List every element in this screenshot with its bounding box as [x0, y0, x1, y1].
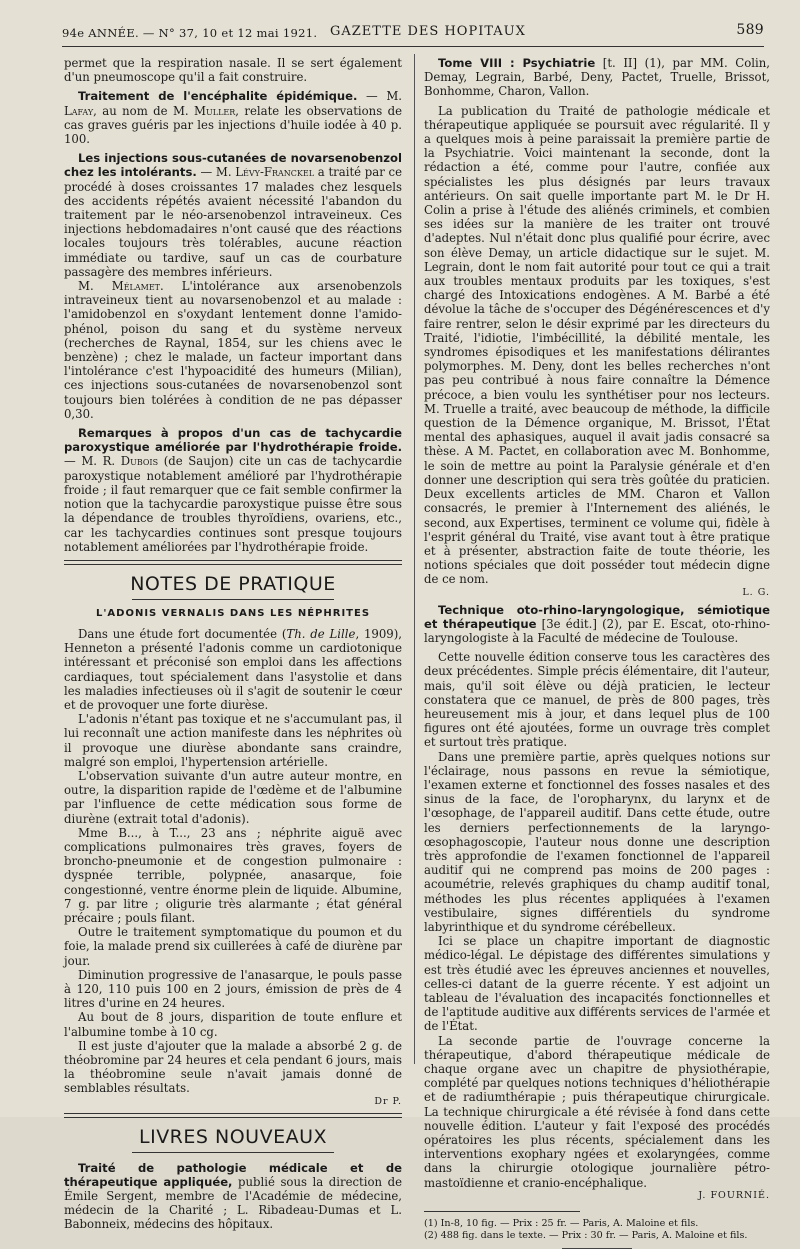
page-header — [62, 22, 764, 44]
adonis-paragraph: Il est juste d'ajouter que la malade a absorbé 2 g. de théobromine par 24 heures et cela pendant 6 jours, mais la théobromine seule n'avait jamais donné de semblables résultats. — [64, 1038, 402, 1096]
footnote-rule — [424, 1211, 580, 1212]
traite-paragraph: Traité de pathologie médicale et de thérapeutique appliquée, publié sous la direction de Émile Sergent, membre de l'Académie de médecine, médecin de la Charité ; L. Ribadeau-Dumas et L. Babonneix, médecins des hôpitaux. — [64, 1160, 402, 1232]
orl-paragraph: Technique oto-rhino-laryngologique, sémiotique et thérapeutique [3e édit.] (2), par E. Escat, oto-rhino-laryngologiste à la Faculté de médecine de Toulouse. — [424, 602, 770, 645]
encephalite-paragraph: Traitement de l'encéphalite épidémique. — M. Lafay, au nom de M. Muller, relate les observations de cas graves guéris par les injections d'huile iodée à 40 p. 100. — [64, 89, 403, 147]
orl-title: Technique oto-rhino-laryngologique, sémiotique et thérapeutique — [424, 602, 770, 631]
adonis-paragraph: L'observation suivante d'un autre auteur montre, en outre, la disparition rapide de l'œdème et de l'albumine par l'influence de cette médication sous forme de diurène (extrait total d'adonis). — [64, 768, 402, 826]
intro-paragraph: permet que la respiration nasale. Il se sert également d'un pneumoscope qu'il a fait construire. — [64, 56, 402, 85]
adonis-paragraph: Dans une étude fort documentée (Th. de Lille, 1909), Henneton a présenté l'adonis comme un cardiotonique intéressant et préconisé son emploi dans les affections cardiaques, tout spécialement dans l'asystolie et dans les maladies infectieuses où il s'agit de soutenir le cœur et de provoquer une forte diurèse. — [64, 626, 403, 712]
column-divider — [414, 54, 415, 1064]
melamet-paragraph: M. Mélamet. L'intolérance aux arsenobenzols intraveineux tient au novarsenobenzol et au malade : l'amidobenzol en s'oxydant lentement donne l'amido-phénol, poison du sang et du système nerveux (recherches de Raynal, 1854, sur les chiens avec le benzène) ; chez le malade, un facteur important dans l'intolérance c'est l'hypoacidité des humeurs (Milian), ces injections sous-cutanées de novarsenobenzol sont toujours bien tolérées à condition de ne pas dépasser 0,30. — [64, 279, 402, 421]
encephalite-title: Traitement de l'encéphalite épidémique. — [78, 89, 358, 104]
livres-section-title: LIVRES NOUVEAUX — [139, 1125, 327, 1148]
tome-title: Tome VIII : Psychiatrie — [438, 56, 596, 70]
section-rule — [64, 560, 402, 565]
review-paragraph: Cette nouvelle édition conserve tous les caractères des deux précédentes. Simple précis élémentaire, dit l'auteur, mais, qu'il soit élève ou déjà praticien, le lecteur constatera que ce manuel, de près de 800 pages, très heureusement mis à jour, et dans lequel plus de 100 figures ont été ajoutées, forme un ouvrage très complet et surtout très pratique. — [424, 650, 770, 750]
thesis-reference: Th. de Lille — [286, 626, 356, 641]
section-rule — [132, 1152, 335, 1153]
review-paragraph: Ici se place un chapitre important de diagnostic médico-légal. Le dépistage des différentes simulations y est très étudié avec les épreuves anciennes et nouvelles, celles-ci datant de la guerre récente. Y est adjoint un tableau de l'évaluation des incapacités fonctionnelles et de l'aptitude auditive aux différents services de l'armée et de l'État. — [424, 934, 770, 1034]
novarsenobenzol-paragraph: Les injections sous-cutanées de novarsenobenzol chez les intolérants. — M. Lévy-Franckel a traité par ce procédé à doses croissantes 17 malades chez lesquels des accidents répétés avaient nécessité l'abandon du traitement par le néo-arsenobenzol intraveineux. Ces injections hebdomadaires n'ont causé que des réactions locales toujours très tolérables, aucune réaction immédiate ou tardive, sauf un cas de courbature passagère des membres inférieurs. — [64, 151, 402, 279]
header-rule — [62, 46, 764, 47]
author-name: M. R. Dubois — [81, 454, 159, 469]
page-number: 589 — [736, 22, 764, 38]
adonis-paragraph: Mme B..., à T..., 23 ans ; néphrite aiguë avec complications pulmonaires très graves, foyers de broncho-pneumonie et de congestion pulmonaire : dyspnée terrible, polypnée, anasarque, foie congestionné, ventre énorme plein de liquide. Albumine, 7 g. par litre ; oligurie très alarmante ; état général précaire ; pouls filant. — [64, 825, 402, 925]
footnote: (1) In-8, 10 fig. — Prix : 25 fr. — Paris, A. Maloine et fils. — [424, 1217, 699, 1229]
journal-title: GAZETTE DES HOPITAUX — [330, 24, 526, 39]
author-name: M. Mélamet — [78, 279, 160, 294]
right-column — [424, 56, 770, 1249]
signature: J. FOURNIÉ. — [698, 1189, 770, 1201]
novarsenobenzol-title: Les injections sous-cutanées de novarsenobenzol chez les intolérants. — [64, 151, 402, 180]
author-name: M. Lafay — [64, 89, 403, 118]
signature: L. G. — [742, 586, 770, 598]
left-column — [64, 56, 402, 1232]
traite-title: Traité de pathologie médicale et de thérapeutique appliquée, — [64, 1160, 402, 1189]
review-paragraph: La seconde partie de l'ouvrage concerne la thérapeutique, d'abord thérapeutique médicale de chaque organe avec un chapitre de physiothérapie, complété par quelques notions techniques d'héliothérapie et de radiumthérapie ; puis thérapeutique chirurgicale. La technique chirurgicale a été révisée à fond dans cette nouvelle édition. L'auteur y fait l'exposé des procédés opératoires les plus récents, spécialement dans les interventions exophary ngées et exolaryngées, comme dans la chirurgie otologique journalière pétro-mastoïdienne et cranio-encéphalique. — [424, 1033, 770, 1190]
tachycardie-title: Remarques à propos d'un cas de tachycardie paroxystique améliorée par l'hydrothérapie froide. — [64, 426, 402, 455]
section-rule — [132, 599, 335, 600]
notes-section-title: NOTES DE PRATIQUE — [130, 572, 336, 595]
adonis-paragraph: Au bout de 8 jours, disparition de toute enflure et l'albumine tombe à 10 cg. — [64, 1010, 402, 1039]
tome-paragraph: Tome VIII : Psychiatrie [t. II] (1), par MM. Colin, Demay, Legrain, Barbé, Deny, Pactet, Truelle, Brissot, Bonhomme, Charon, Vallon. — [424, 56, 770, 99]
tachycardie-paragraph: Remarques à propos d'un cas de tachycardie paroxystique améliorée par l'hydrothérapie froide. — M. R. Dubois (de Saujon) cite un cas de tachycardie paroxystique notablement amélioré par l'hydrothérapie froide ; il faut remarquer que ce fait semble confirmer la notion que la tachycardie paroxystique puisse être sous la dépendance de troubles thyroïdiens, ovariens, etc., car les tachycardies continues sont presque toujours notablement améliorées par l'hydrothérapie froide. — [64, 426, 403, 554]
adonis-paragraph: L'adonis n'étant pas toxique et ne s'accumulant pas, il lui reconnaît une action manifeste dans les néphrites où il provoque une diurèse abondante sans craindre, malgré son emploi, l'hypertension artérielle. — [64, 712, 402, 769]
review-paragraph: La publication du Traité de pathologie médicale et thérapeutique appliquée se poursuit avec régularité. Il y a quelques mois à peine paraissait la première partie de la Psychiatrie. Voici maintenant la seconde, dont la rédaction a été, comme pour l'autre, confiée aux spécialistes les plus désignés par leurs travaux antérieurs. On sait quelle importante part M. le Dr H. Colin a prise à l'étude des aliénés criminels, et combien ses idées sur la manière de les traiter ont trouvé d'adeptes. Nul n'était donc plus qualifié pour écrire, avec son élève Demay, un article didactique sur le sujet. M. Legrain, dont le nom fait autorité pour tout ce qui a trait aux troubles mentaux produits par les toxiques, s'est chargé des Intoxications endogènes. A M. Barbé a été dévolue la tâche de s'occuper des Dégénérescences et d'y faire rentrer, selon le désir exprimé par les directeurs du Traité, l'idiotie, l'imbécillité, la débilité mentale, les syndromes épisodiques et les manifestations délirantes polymorphes. M. Deny, dont les belles recherches n'ont pas peu contribué à nous faire connaître la Démence précoce, a bien voulu les synthétiser pour nos lecteurs. M. Truelle a traité, avec beaucoup de méthode, la difficile question de la Démence organique, M. Brissot, l'État mental des aphasiques, auquel il avait jadis consacré sa thèse. A M. Pactet, en collaboration avec M. Bonhomme, le soin de mettre au point la Paralysie générale et d'en donner une description qui sera très goûtée du praticien. Deux excellents articles de MM. Charon et Vallon consacrés, le premier à l'Internement des aliénés, le second, aux Expertises, terminent ce volume qui, fidèle à l'esprit général du Traité, vise avant tout à être pratique et à présenter, abstraction faite de toute théorie, les notions spéciales que doit posséder tout médecin digne de ce nom. — [424, 103, 770, 587]
footnote: (2) 488 fig. dans le texte. — Prix : 30 fr. — Paris, A. Maloine et fils. — [424, 1229, 748, 1241]
issue-info: 94e ANNÉE. — N° 37, 10 et 12 mai 1921. — [62, 26, 318, 40]
signature: Dr P. — [374, 1095, 402, 1107]
adonis-title: L'ADONIS VERNALIS DANS LES NÉPHRITES — [95, 607, 371, 619]
author-name: M. Muller — [172, 103, 236, 118]
adonis-paragraph: Outre le traitement symptomatique du poumon et du foie, la malade prend six cuillerées à café de diurène par jour. — [64, 925, 402, 968]
author-name: M. Lévy-Franckel — [215, 165, 315, 180]
adonis-paragraph: Diminution progressive de l'anasarque, le pouls passe à 120, 110 puis 100 en 2 jours, émission de près de 4 litres d'urine en 24 heures. — [64, 967, 402, 1011]
review-paragraph: Dans une première partie, après quelques notions sur l'éclairage, nous passons en revue la sémiotique, l'examen externe et fonctionnel des fosses nasales et des sinus de la face, de l'oropharynx, du larynx et de l'œsophage, de l'appareil auditif. Dans cette étude, outre les derniers perfectionnements de la laryngo-œsophagoscopie, l'auteur nous donne une description très approfondie de l'examen fonctionnel de l'appareil auditif qui ne comprend pas moins de 200 pages : acoumétrie, relevés graphiques du champ auditif tonal, méthodes les plus récentes appliquées à l'examen vestibulaire, signes différentiels du syndrome labyrinthique et du syndrome cérébelleux. — [424, 749, 770, 934]
